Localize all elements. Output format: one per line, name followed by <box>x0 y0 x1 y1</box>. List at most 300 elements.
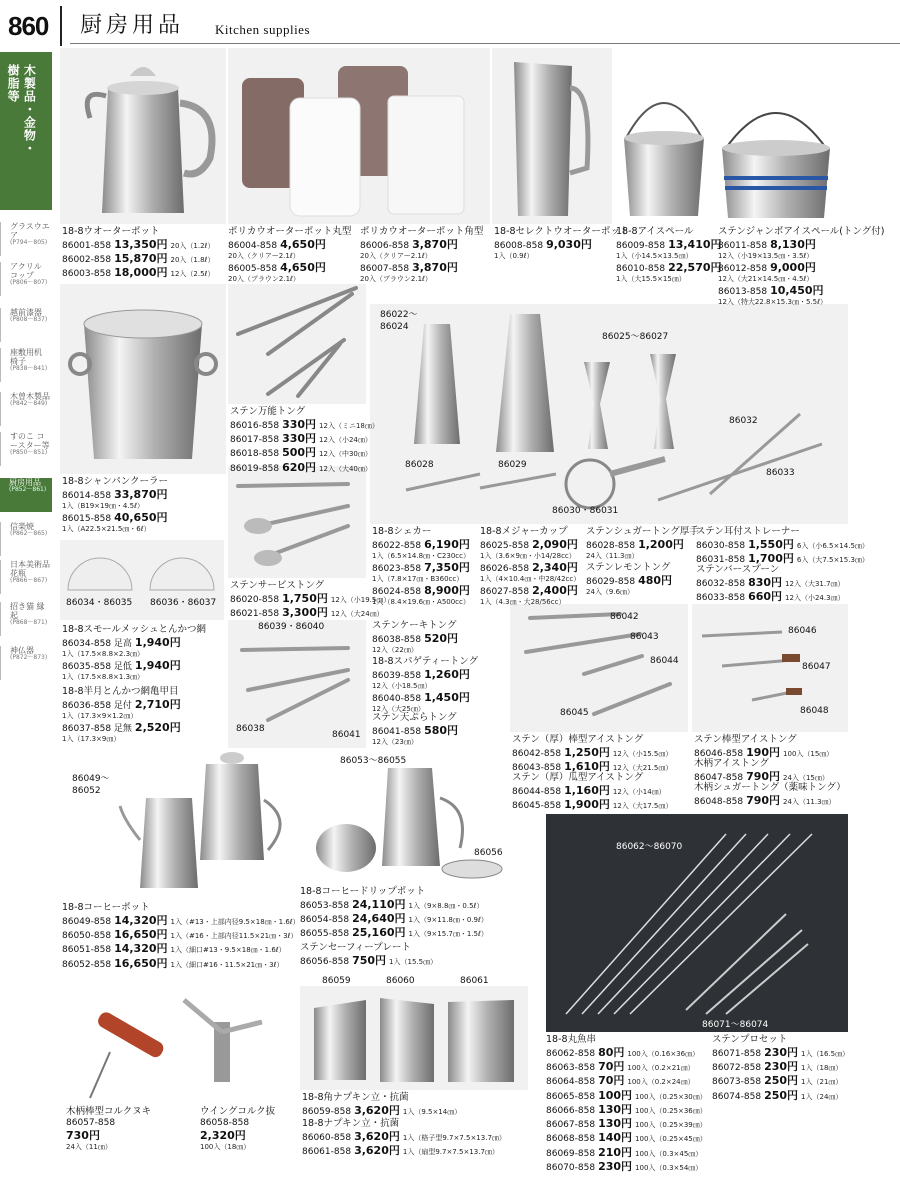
product-price: 9,000円 <box>770 260 816 274</box>
product-spec: 1入（細口#13・9.5×18㎝・1.6ℓ） <box>170 946 286 955</box>
product-code: 86051-858 <box>62 945 112 956</box>
product-price: 1,750円 <box>282 591 328 605</box>
product-spec: 100入（0.25×45㎝） <box>635 1135 707 1144</box>
callout-86071: 86071〜86074 <box>702 1020 769 1030</box>
product-spec: 100入（0.3×54㎝） <box>635 1163 703 1172</box>
callout-86053: 86053〜86055 <box>340 756 407 766</box>
product-block-bar-spoon <box>696 564 845 604</box>
product-row <box>62 659 206 673</box>
product-row <box>230 606 390 620</box>
product-row <box>696 590 845 604</box>
sidebar-item[interactable] <box>0 222 52 256</box>
product-row <box>372 724 458 738</box>
product-name: 18-8ナプキン立・抗菌 <box>302 1118 400 1129</box>
product-row <box>302 1144 506 1158</box>
product-row <box>616 261 722 275</box>
product-row <box>372 561 470 575</box>
product-price: 250円 <box>764 1074 799 1088</box>
photo-corkscrew-wing <box>178 992 268 1102</box>
product-spec: 20入（クリアー2.1ℓ） <box>228 252 300 261</box>
product-row <box>62 942 300 956</box>
product-row <box>62 488 168 502</box>
product-block-skewer-set <box>712 1034 849 1103</box>
section-label-col2: 樹脂等 <box>6 64 21 103</box>
product-block-melon-tong <box>512 772 672 812</box>
product-price: 100円 <box>598 1088 633 1102</box>
product-price: 70円 <box>598 1060 625 1074</box>
product-row <box>546 1160 707 1174</box>
sidebar-item-pages: (P838〜841) <box>10 365 48 373</box>
product-code: 86025-858 <box>480 540 530 551</box>
product-name: ステンサービストング <box>230 580 325 591</box>
product-price: 130円 <box>598 1117 633 1131</box>
product-row <box>230 432 379 446</box>
sidebar-item[interactable] <box>0 308 52 342</box>
product-price: 4,650円 <box>280 260 326 274</box>
callout-86025: 86025〜86027 <box>602 332 669 342</box>
page-subtitle: Kitchen supplies <box>215 22 311 37</box>
product-spec: 12入（特大22.8×15.3㎝・5.5ℓ） <box>718 298 827 307</box>
product-name: 18-8ウオーターポット <box>62 226 160 237</box>
product-price: 830円 <box>748 575 783 589</box>
product-block-select-pot <box>494 226 629 261</box>
callout-86034: 86034・86035 <box>66 598 133 608</box>
product-row <box>302 1104 461 1118</box>
product-row <box>546 1089 707 1103</box>
product-name: ステン万能トング <box>230 406 306 417</box>
product-row <box>230 446 379 460</box>
product-spec: 1入（17.3×9㎝） <box>62 735 121 744</box>
callout-86061: 86061 <box>460 976 489 986</box>
product-block-stick-tong <box>694 734 833 760</box>
callout-86049: 86049〜 <box>72 774 110 784</box>
sidebar-item-pages: (P806〜807) <box>10 279 48 287</box>
product-code: 86011-858 <box>718 240 768 251</box>
product-spec: 100入（15㎝） <box>783 749 834 758</box>
sidebar-item-pages: (P808〜837) <box>10 316 48 324</box>
sidebar-item[interactable] <box>0 262 52 296</box>
product-spec: 12入（小19.5㎝） <box>330 595 391 604</box>
product-spec: 1入（B19×19㎝・4.5ℓ） <box>62 502 144 511</box>
product-price: 1,260円 <box>424 667 470 681</box>
product-code: 86007-858 <box>360 263 410 274</box>
product-name: ステン（厚）棒型アイストング <box>512 734 644 745</box>
product-row <box>372 538 470 552</box>
product-spec: 1入（扇型9.7×7.5×13.7㎝） <box>402 1148 499 1157</box>
product-code: 86073-858 <box>712 1077 762 1088</box>
product-code: 86037-858 足無 <box>62 723 132 734</box>
product-name: 18-8半月とんかつ網亀甲目 <box>62 686 179 697</box>
callout-86024: 86024 <box>380 322 409 332</box>
product-name: 18-8コーヒーポット <box>62 902 150 913</box>
sidebar-item[interactable] <box>0 560 52 594</box>
sidebar-item-label: 招き猫 縁起 <box>10 602 45 621</box>
product-price: 8,900円 <box>424 583 470 597</box>
sidebar-item-label: 信楽焼 <box>10 522 34 531</box>
product-name: 木柄シュガートング（薬味トング） <box>694 782 846 793</box>
sidebar-item[interactable] <box>0 348 52 382</box>
ice-pail-image <box>614 48 714 224</box>
product-code: 86036-858 足付 <box>62 700 132 711</box>
sidebar-item-label: アクリル コップ <box>10 262 42 281</box>
product-row <box>228 261 351 275</box>
callout-86060: 86060 <box>386 976 415 986</box>
callout-86062: 86062〜86070 <box>616 842 683 852</box>
product-price: 8,130円 <box>770 237 816 251</box>
sidebar-item-pages: (P868〜871) <box>10 619 48 627</box>
product-row <box>712 1060 849 1074</box>
product-spec: 20入（ブラウン2.1ℓ） <box>360 275 432 284</box>
product-code: 86074-858 <box>712 1091 762 1102</box>
photo-corkscrew-wood <box>70 1002 170 1102</box>
product-code: 86059-858 <box>302 1106 352 1117</box>
product-code: 86008-858 <box>494 240 544 251</box>
photo-select-pot <box>492 48 612 224</box>
product-spec: 1入（9×15.7㎝・1.5ℓ） <box>408 930 488 939</box>
product-name: ポリカウオーターポット丸型 <box>228 226 352 237</box>
product-price: 9,030円 <box>546 237 592 251</box>
product-price: 230円 <box>764 1060 799 1074</box>
product-spec: 1入（小14.5×13.5㎝） <box>616 252 693 261</box>
product-row <box>300 912 488 926</box>
product-code: 86056-858 <box>300 956 350 967</box>
product-price: 130円 <box>598 1102 633 1116</box>
product-price: 2,710円 <box>134 697 181 711</box>
product-spec: 1入（0.9ℓ） <box>494 252 534 261</box>
product-code: 86053-858 <box>300 900 350 911</box>
product-row <box>712 1046 849 1060</box>
product-price: 6,190円 <box>424 537 470 551</box>
product-code: 86033-858 <box>696 593 746 604</box>
product-block-small-mesh <box>62 624 206 682</box>
product-block-ice-tong-thick <box>512 734 672 774</box>
product-price: 3,620円 <box>354 1129 400 1143</box>
product-code: 86004-858 <box>228 240 278 251</box>
product-price: 70円 <box>598 1074 625 1088</box>
tong-multi-image <box>228 284 366 404</box>
product-code: 86034-858 足高 <box>62 638 132 649</box>
product-name: ステン耳付ストレーナー <box>696 526 800 537</box>
product-price: 18,000円 <box>114 266 168 280</box>
product-code: 86038-858 <box>372 634 422 645</box>
sidebar-item-label: 神仏器 <box>10 646 34 655</box>
sidebar-item-pages: (P842〜849) <box>10 400 48 408</box>
sidebar-section-tab[interactable] <box>0 52 52 210</box>
product-block-coffee-pot <box>62 902 300 971</box>
product-price: 1,610円 <box>564 760 610 774</box>
service-tong-image <box>228 463 366 578</box>
product-block-shaker <box>372 526 470 607</box>
product-row <box>480 561 580 575</box>
product-code: 86022-858 <box>372 540 422 551</box>
product-spec: 12入（22㎝） <box>372 646 418 655</box>
product-code: 86024-858 <box>372 586 422 597</box>
product-price: 230円 <box>598 1159 633 1173</box>
product-spec: 20入（ブラウン2.1ℓ） <box>228 275 300 284</box>
product-block-pc-round <box>228 226 351 284</box>
product-name: 18-8シェカー <box>372 526 432 537</box>
product-row <box>62 721 181 735</box>
product-name: 18-8メジャーカップ <box>480 526 568 537</box>
product-code: 86029-858 <box>586 576 636 587</box>
sidebar-item-label: すのこ コースター等 <box>10 432 50 451</box>
product-code: 86031-858 <box>696 555 746 566</box>
product-code: 86045-858 <box>512 801 562 812</box>
product-block-spaghetti <box>372 656 478 714</box>
product-spec: 1入（9×11.8㎝・0.9ℓ） <box>408 916 488 925</box>
product-spec: 1入（16.5㎝） <box>801 1049 850 1058</box>
product-code: 86043-858 <box>512 763 562 774</box>
product-code: 86010-858 <box>616 263 666 274</box>
sidebar-item-pages: (P850〜851) <box>10 449 48 457</box>
product-price: 790円 <box>746 793 781 807</box>
product-block-pc-square <box>360 226 483 284</box>
product-code: 86018-858 <box>230 449 280 460</box>
sidebar-item[interactable] <box>0 646 52 680</box>
page-title: 厨房用品 <box>80 13 185 38</box>
product-code: 86005-858 <box>228 263 278 274</box>
product-spec: 1入（18㎝） <box>801 1064 843 1073</box>
product-price: 1,450円 <box>424 690 470 704</box>
product-price: 210円 <box>598 1145 633 1159</box>
product-spec: 24入（11.3㎝） <box>586 552 639 561</box>
product-spec: 24入（11.3㎝） <box>783 797 836 806</box>
product-code: 86068-858 <box>546 1134 596 1145</box>
product-code: 86014-858 <box>62 490 112 501</box>
product-block-strainer <box>696 526 869 566</box>
product-code: 86052-858 <box>62 959 112 970</box>
product-code: 86006-858 <box>360 240 410 251</box>
photo-napkin-stands <box>300 986 528 1090</box>
product-price: 730円 <box>66 1129 100 1143</box>
product-price: 2,400円 <box>532 583 578 597</box>
product-row <box>696 538 869 552</box>
product-code: 86012-858 <box>718 263 768 274</box>
product-row <box>586 574 672 588</box>
product-row <box>62 928 300 942</box>
product-name: ステンジャンボアイスペール(トング付) <box>718 226 885 237</box>
product-row <box>512 746 672 760</box>
product-spec: 1入（17.5×8.8×2.3㎝） <box>62 650 145 659</box>
product-block-cake-tong <box>372 620 458 655</box>
product-code: 86065-858 <box>546 1091 596 1102</box>
product-price: 14,320円 <box>114 913 168 927</box>
callout-86044: 86044 <box>650 656 679 666</box>
sidebar-item[interactable] <box>0 432 52 466</box>
product-name: ステン天ぷらトング <box>372 712 457 723</box>
product-row <box>694 794 846 808</box>
sidebar-item[interactable] <box>0 602 52 636</box>
product-block-napkin-square <box>302 1092 461 1118</box>
product-price: 4,650円 <box>280 237 326 251</box>
product-price: 3,300円 <box>282 606 328 620</box>
product-spec: 12入（小15.5㎝） <box>612 749 673 758</box>
sidebar-item-pages: (P794〜805) <box>10 239 48 247</box>
product-spec: 1入（#13・上部内径9.5×18㎝・1.6ℓ） <box>170 917 300 926</box>
product-name: ステンシュガートング厚手 <box>586 526 699 537</box>
product-code: 86026-858 <box>480 563 530 574</box>
product-row <box>302 1130 506 1144</box>
product-spec: 100入（0.2×21㎝） <box>627 1064 695 1073</box>
product-code: 86003-858 <box>62 269 112 280</box>
product-code: 86057-858 <box>66 1117 116 1128</box>
product-spec: 1入（9×8.8㎝・0.5ℓ） <box>408 901 484 910</box>
product-spec: 1入（6.5×14.8㎝・C230cc） <box>372 552 470 561</box>
select-pot-image <box>492 48 612 224</box>
product-name: 18-8スモールメッシュとんかつ網 <box>62 624 207 635</box>
pc-pots-image <box>228 48 490 224</box>
product-row <box>62 698 181 712</box>
product-block-wood-sugar-tong <box>694 782 846 808</box>
product-code: 86072-858 <box>712 1063 762 1074</box>
photo-skewers <box>546 814 848 1032</box>
product-code: 86009-858 <box>616 240 666 251</box>
photo-jumbo-pail <box>716 48 836 224</box>
product-row <box>372 632 458 646</box>
product-price: 14,320円 <box>114 942 168 956</box>
product-block-tempura <box>372 712 458 747</box>
product-spec: 100入（0.16×36㎝） <box>627 1049 700 1058</box>
product-row <box>718 238 885 252</box>
product-spec: 12入（大21×14.5㎝・4.5ℓ） <box>718 275 814 284</box>
photo-safety-plate <box>440 858 504 880</box>
product-price: 10,450円 <box>770 283 824 297</box>
product-code: 86060-858 <box>302 1132 352 1143</box>
product-row <box>546 1103 707 1117</box>
photo-ice-tongs <box>510 604 688 732</box>
product-row <box>546 1046 707 1060</box>
product-row <box>62 511 168 525</box>
product-row <box>546 1074 707 1088</box>
product-block-skewer <box>546 1034 707 1174</box>
product-code: 86047-858 <box>694 772 744 783</box>
callout-86052: 86052 <box>72 786 101 796</box>
sidebar-item-label: グラスウエア <box>10 222 50 241</box>
product-name: 木柄アイストング <box>694 758 769 769</box>
product-code: 86020-858 <box>230 594 280 605</box>
sidebar-item[interactable] <box>0 478 52 512</box>
product-spec: 12入（23㎝） <box>372 738 418 747</box>
product-block-champagne <box>62 476 168 534</box>
product-price: 250円 <box>764 1088 799 1102</box>
product-name: ステンケーキトング <box>372 620 457 631</box>
product-price: 3,870円 <box>412 237 458 251</box>
product-price: 3,870円 <box>412 260 458 274</box>
sidebar-item[interactable] <box>0 522 52 556</box>
product-spec: 1入（15.5㎝） <box>389 957 438 966</box>
callout-86030: 86030・86031 <box>552 506 619 516</box>
product-price: 330円 <box>282 432 317 446</box>
product-spec: 6入（小6.5×14.5㎝） <box>796 541 869 550</box>
product-row <box>300 954 437 968</box>
sidebar-item-label: 厨房用品 <box>9 478 41 487</box>
product-price: 1,900円 <box>564 798 610 812</box>
product-price: 40,650円 <box>114 510 168 524</box>
product-code: 86041-858 <box>372 726 422 737</box>
product-code: 86001-858 <box>62 240 112 251</box>
product-spec: 12入（小24.3㎝） <box>785 594 845 603</box>
product-price: 1,160円 <box>564 783 610 797</box>
product-price: 24,110円 <box>352 897 406 911</box>
product-price: 230円 <box>764 1045 799 1059</box>
sidebar-item-pages: (P852〜861) <box>9 486 47 494</box>
product-code: 86035-858 足低 <box>62 661 132 672</box>
product-code: 86044-858 <box>512 786 562 797</box>
product-code: 86030-858 <box>696 540 746 551</box>
photo-champagne-cooler <box>60 284 226 474</box>
product-spec: 100入（0.25×39㎝） <box>635 1121 707 1130</box>
product-price: 33,870円 <box>114 487 168 501</box>
product-spec: 1入（大15.5×15㎝） <box>616 275 686 284</box>
product-spec: 24入（11㎝） <box>66 1142 112 1151</box>
product-price: 140円 <box>598 1131 633 1145</box>
product-block-lemon-tong <box>586 562 672 597</box>
product-spec: 20入（クリアー2.1ℓ） <box>360 252 432 261</box>
product-price: 330円 <box>282 417 317 431</box>
product-block-half-moon <box>62 686 181 744</box>
sidebar-item-label: 越前漆器 <box>10 308 42 317</box>
product-spec: 1入（17.5×8.8×1.3㎝） <box>62 673 145 682</box>
product-spec: 20入（1.8ℓ） <box>170 256 215 265</box>
product-block-sugar-tong <box>586 526 699 561</box>
product-price: 750円 <box>352 953 387 967</box>
product-spec: 1入（3.6×9㎝・小14/28cc） <box>480 552 576 561</box>
product-block-ice-pail <box>616 226 722 284</box>
product-row <box>230 461 379 475</box>
product-spec: 1入（17.3×9×1.2㎝） <box>62 712 138 721</box>
corkscrew-wing-image <box>178 992 268 1102</box>
product-spec: 1入（21㎝） <box>801 1078 843 1087</box>
product-spec: 20入（1.2ℓ） <box>170 241 215 250</box>
product-row <box>512 784 672 798</box>
product-spec: 1入（細口#16・11.5×21㎝・3ℓ） <box>170 960 284 969</box>
product-code: 86064-858 <box>546 1077 596 1088</box>
product-price: 2,340円 <box>532 560 578 574</box>
photo-tong-multi <box>228 284 366 404</box>
product-price: 1,940円 <box>134 658 181 672</box>
product-price: 620円 <box>282 460 317 474</box>
product-row <box>712 1074 849 1088</box>
product-code: 86040-858 <box>372 693 422 704</box>
product-code: 86016-858 <box>230 420 280 431</box>
product-price: 3,620円 <box>354 1144 400 1158</box>
product-spec: 12入（中30㎝） <box>319 450 372 459</box>
product-code: 86046-858 <box>694 748 744 759</box>
sidebar-item-label: 木曽木製品 <box>10 392 50 401</box>
sidebar-item[interactable] <box>0 392 52 426</box>
product-price: 22,570円 <box>668 260 722 274</box>
product-price: 500円 <box>282 446 317 460</box>
product-price: 580円 <box>424 723 459 737</box>
product-price: 190円 <box>746 745 781 759</box>
product-code: 86055-858 <box>300 929 350 940</box>
product-spec: 12入（大25㎝） <box>372 705 425 714</box>
product-row <box>62 636 206 650</box>
product-spec: 100入（0.25×30㎝） <box>635 1092 707 1101</box>
product-spec: 1入（A22.5×21.5㎝・6ℓ） <box>62 525 151 534</box>
product-spec: 12入（小24㎝） <box>319 436 372 445</box>
product-spec: 12入（大24㎝） <box>330 610 384 619</box>
product-spec: 100入（0.2×24㎝） <box>627 1078 695 1087</box>
product-row <box>230 418 379 432</box>
product-name: ステンプロセット <box>712 1034 788 1045</box>
product-row <box>372 691 478 705</box>
section-label-col1: 木製品・金物・ <box>22 64 37 155</box>
photo-service-tong <box>228 463 366 578</box>
product-price: 1,940円 <box>134 635 181 649</box>
callout-86048: 86048 <box>800 706 829 716</box>
product-block-drip-pot <box>300 886 488 941</box>
